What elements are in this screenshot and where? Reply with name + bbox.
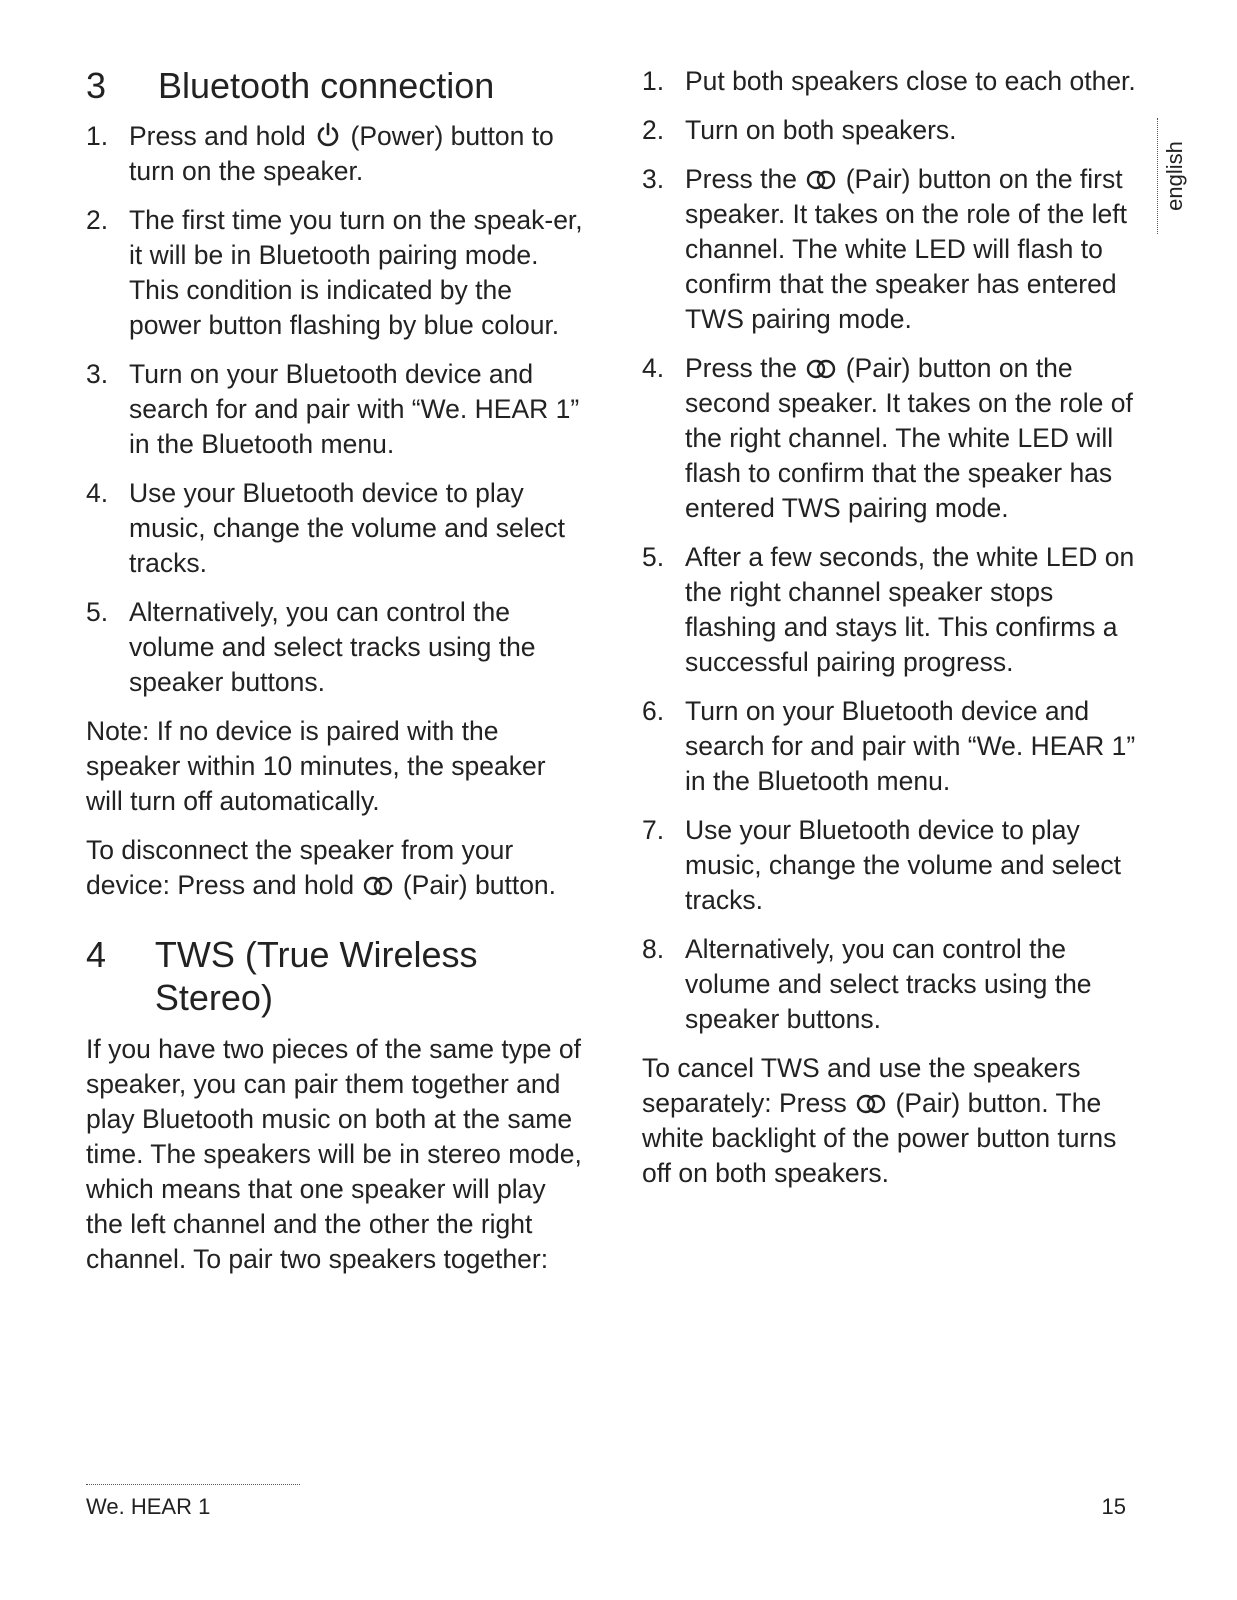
pair-icon — [856, 1093, 886, 1115]
language-label: english — [1162, 141, 1187, 211]
cancel-tws-paragraph: To cancel TWS and use the speakers separately: Press (Pair) button. The white backlight of the power button turns off on both speakers. — [642, 1053, 1117, 1188]
list-item: 1. Put both speakers close to each other. — [642, 66, 1136, 96]
list-item: 5. Alternatively, you can control the volume and select tracks using the speaker buttons. — [86, 597, 536, 698]
disconnect-paragraph: To disconnect the speaker from your device: Press and hold (Pair) button. — [86, 835, 557, 901]
section-3-number: 3 — [86, 65, 107, 106]
list-item: 4. Press the (Pair) button on the second speaker. It takes on the role of the right channel. The white LED will flash to confirm that the speaker has entered TWS pairing mode. — [642, 353, 1133, 523]
footer-product-name: We. HEAR 1 — [86, 1494, 211, 1519]
section-4-title: TWS (True Wireless Stereo) — [154, 934, 478, 1019]
tws-intro-paragraph: If you have two pieces of the same type of speaker, you can pair them together and play Bluetooth music on both at the same time. The speakers will be in stereo mode, which means that one speaker will play the left channel and the other the right channel. To pair two speakers together: — [86, 1033, 582, 1274]
section-4-heading — [86, 933, 586, 1019]
list-item: 4. Use your Bluetooth device to play music, change the volume and select tracks. — [86, 478, 566, 579]
section-3-title: Bluetooth connection — [158, 65, 495, 106]
language-tab — [1157, 118, 1188, 234]
footer-divider — [86, 1484, 300, 1485]
list-item: 3. Press the (Pair) button on the first speaker. It takes on the role of the left channel. The white LED will flash to confirm that the speaker has entered TWS pairing mode. — [642, 164, 1127, 334]
page-number: 15 — [1101, 1494, 1126, 1519]
list-item: 3. Turn on your Bluetooth device and search for and pair with “We. HEAR 1” in the Bluetooth menu. — [86, 359, 580, 460]
list-item: 5. After a few seconds, the white LED on the right channel speaker stops flashing and stays lit. This confirms a successful pairing progress. — [642, 542, 1135, 677]
pair-icon — [806, 169, 836, 191]
power-icon — [315, 122, 341, 148]
section-4-number: 4 — [86, 934, 107, 976]
tws-steps-list — [642, 64, 1142, 1037]
bluetooth-steps-list — [86, 119, 586, 700]
left-column — [86, 64, 586, 1291]
list-item: 2. Turn on both speakers. — [642, 115, 957, 145]
pair-icon — [806, 358, 836, 380]
list-item: 1. Press and hold (Power) button to turn on the speaker. — [86, 121, 554, 187]
pair-icon — [363, 875, 393, 897]
right-column — [642, 64, 1142, 1205]
note-paragraph: Note: If no device is paired with the speaker within 10 minutes, the speaker will turn off automatically. — [86, 716, 546, 817]
section-3-heading — [86, 64, 586, 107]
list-item: 8. Alternatively, you can control the volume and select tracks using the speaker buttons. — [642, 934, 1092, 1034]
list-item: 6. Turn on your Bluetooth device and search for and pair with “We. HEAR 1” in the Bluetooth menu. — [642, 696, 1136, 796]
list-item: 7. Use your Bluetooth device to play music, change the volume and select tracks. — [642, 815, 1122, 915]
list-item: 2. The first time you turn on the speak-er, it will be in Bluetooth pairing mode. This condition is indicated by the power button flashing by blue colour. — [86, 205, 583, 341]
